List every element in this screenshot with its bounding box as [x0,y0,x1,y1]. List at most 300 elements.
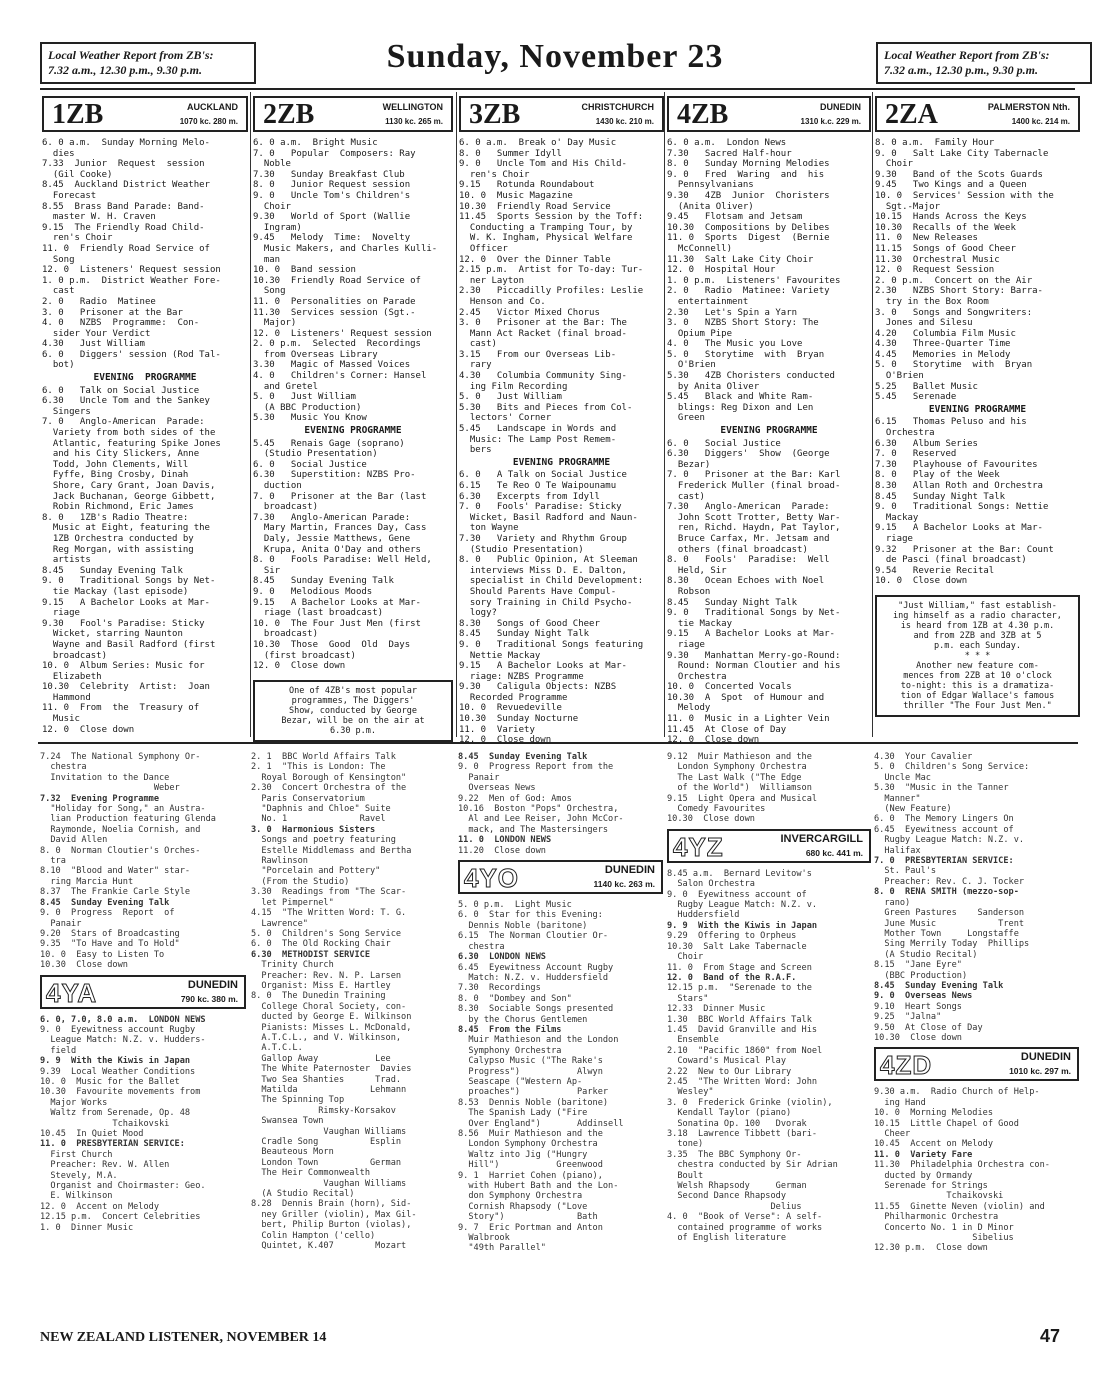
listing-line: 8.45 Sunday Night Talk [875,491,1006,502]
listing-line: 12. 0 Close down [42,724,135,735]
listing-line: 6. 0 A Talk on Social Justice [459,470,627,481]
listing-line: 11.30 Philadelphia Orchestra con- [874,1160,1050,1171]
listing-line: de Pasci (final broadcast) [875,555,1027,566]
listing-line: man [253,254,281,265]
listing-line: 9.30 4ZB Junior Choristers [667,190,830,201]
listing-line: 11. 0 Friendly Road Service of [42,243,210,254]
listing-line: ing Film Recording [459,381,568,392]
listing-line: Sibelius [874,1233,1014,1244]
listing-line: 9. 0 Overseas News [874,991,973,1002]
listing-line: riage [42,608,80,619]
feature-note-box [875,595,1080,717]
listing-line: The Last Walk ("The Edge [667,772,802,783]
listing-line: 4.15 "The Written Word: T. G. [251,908,407,919]
lower-column-3 [458,752,663,1254]
listing-line: First Church [40,1149,113,1160]
listing-line: broadcast) [253,629,319,640]
listing-line: Jones and Silesu [875,318,973,329]
listing-line: 10.30 Compositions by Delibes [667,222,830,233]
listing-line: ren, Richd. Haydn, Pat Taylor, [667,523,841,534]
listing-line: 8.45 a.m. Bernard Levitow's [667,868,812,879]
listing-line: 6. 0 The Memory Lingers On [874,814,1014,825]
listing-line: (Studio Presentation) [459,544,584,555]
listing-line: 8. 0 The Dunedin Training [251,991,386,1002]
listing-line: Tchaikovski [40,1118,170,1129]
station-callsign: 2ZA [885,99,938,130]
listing-line: 10.30 Favourite movements from [40,1087,201,1098]
listing-line: 9. 0 Eyewitness account of [667,889,807,900]
listing-line: from Overseas Library [253,349,378,360]
listing-line: mences from 2ZB at 10 o'clock [903,670,1052,681]
listing-line: Symphony Orchestra [458,1045,562,1056]
listing-line: ner Layton [459,275,525,286]
listing-line: 3. 0 NZBS Short Story: The [667,318,819,329]
title-rule [40,88,1075,90]
listing-line: 8. 0 Fools' Paradise: Well [667,555,830,566]
listing-line: tra [40,856,66,867]
weather-note-line2: 7.32 a.m., 12.30 p.m., 9.30 p.m. [884,63,1039,77]
listing-line: 6. 0 Star for this Evening: [458,910,603,921]
station-header [667,829,871,863]
listing-line: field [40,1045,77,1056]
listing-line: 7.30 Anglo-American Parade: [667,502,830,513]
listing-line: Hill") Greenwood [458,1160,603,1171]
listing-line: Mary Martin, Frances Day, Cass [253,523,427,534]
listing-line: 9. 0 Uncle Tom and His Child- [459,159,627,170]
listing-line: 9. 0 Progress Report from the [458,762,614,773]
listing-line: David Allen [40,835,108,846]
listing-line: The Spanish Lady ("Fire [458,1108,588,1119]
lower-column-1 [40,752,246,1233]
listing-line: 8. 0 Fools Paradise: Well Held, [253,555,432,566]
listing-line: Seascape ("Western Ap- [458,1076,583,1087]
listing-line: Robin Richmond, Eric James [42,502,194,513]
listing-line: 10.30 Those Good Old Days [253,639,411,650]
station-city: AUCKLAND [187,102,238,112]
listing-line: Song [42,254,75,265]
section-heading: EVENING PROGRAMME [93,373,197,384]
listing-line: Hammond [42,692,91,703]
listing-line: 10. 0 Revuedeville [459,703,562,714]
listing-line: (A Studio Recital) [251,1189,355,1200]
listing-line: 9. 1 Harriet Cohen (piano), [458,1170,603,1181]
listing-line: Sir [253,565,281,576]
listing-line: 9. 0 Salt Lake City Tabernacle [875,148,1049,159]
listing-line: Quintet, K.407 Mozart [251,1241,407,1252]
listing-line: Cheer [874,1129,911,1139]
listing-line: (BBC Production) [874,970,968,981]
listing-line: Daly, Jessie Matthews, Gene [253,533,411,544]
listing-line: 2.45 Victor Mixed Chorus [459,307,600,318]
listing-line: Cradle Song Esplin [251,1137,402,1148]
station-header [667,96,871,132]
listing-line: Royal Borough of Kensington" [251,772,407,783]
listing-line: with Hubert Bath and the Lon- [458,1181,619,1192]
listing-line: ring Marcia Hunt [40,876,134,887]
weather-note-line2: 7.32 a.m., 12.30 p.m., 9.30 p.m. [48,63,203,77]
station-column-2zb [253,96,453,742]
listing-line: Swansea Town [251,1116,324,1127]
listing-line: 7. 0 Popular Composers: Ray [253,148,416,159]
listing-line: 11.45 Sports Session by the Toff: [459,212,644,223]
listing-line: 11. 0 New Releases [875,233,978,244]
listing-line: 4.20 Columbia Film Music [875,328,1016,339]
listing-line: 7.30 Recordings [458,983,541,994]
listing-line: 8.45 From the Films [458,1024,562,1035]
listing-line: 9.35 "To Have and To Hold" [40,939,180,950]
listing-line: Manner" [874,793,921,804]
listing-line: 2. 0 p.m. Concert on the Air [875,275,1033,286]
station-frequency: 790 kc. 380 m. [180,993,238,1004]
listing-line: 11. 0 From Stage and Screen [667,962,812,973]
listing-line: 12. 0 Listeners' Request session [42,265,221,276]
listing-line: "Holiday for Song," an Austra- [40,804,206,815]
station-header [253,96,453,132]
listing-line: 5.45 Landscape in Words and [459,424,617,435]
listing-line: Music [42,714,80,725]
listing-line: 10. 0 Services' Session with the [875,190,1054,201]
listing-line: by Anita Oliver [667,381,760,392]
listing-line: 1. 0 p.m. Listeners' Favourites [667,275,841,286]
station-city: DUNEDIN [1020,1051,1071,1064]
listing-line: 12.33 Dinner Music [667,1004,766,1015]
listing-line: 7. 0 PRESBYTERIAN SERVICE: [874,856,1014,867]
listing-line: College Choral Society, con- [251,1001,407,1012]
listing-line: 9.30 World of Sport (Wallie [253,212,411,223]
listing-line: Waltz from Serenade, Op. 48 [40,1108,191,1119]
listing-line: 1ZB Orchestra conducted by [42,533,194,544]
listing-line: Officer [459,243,508,254]
listing-line: 9.15 A Bachelor Looks at Mar- [875,523,1043,534]
listing-line: ren's Choir [42,233,113,244]
listing-line: Raymonde, Noelia Cornish, and [40,824,201,835]
station-city: DUNEDIN [604,864,655,877]
listing-line: 8. 0 Norman Cloutier's Orches- [40,845,201,856]
listing-line: 8. 0 "Dombey and Son" [458,993,572,1004]
listing-line: 3. 0 Prisoner at the Bar [42,307,183,318]
listing-line: 11. 0 LONDON NEWS [458,835,552,846]
listing-line: 9.25 "Jalna" [874,1012,942,1023]
listing-line: Sing Merrily Today Phillips [874,939,1030,950]
listing-line: The Heir Commonwealth [251,1168,370,1179]
listing-line: 9.30 a.m. Radio Church of Help- [874,1087,1040,1098]
listing-line: 6. 0 Social Justice [667,438,781,449]
listing-line: 8.56 Muir Mathieson and the [458,1129,603,1139]
listing-line: 10.30 Sunday Nocturne [459,714,579,725]
station-callsign: 1ZB [52,99,104,130]
listing-line: Ingram) [253,222,302,233]
listing-line: 4. 0 Children's Corner: Hansel [253,371,427,382]
listing-line: 9.15 The Friendly Road Child- [42,222,205,233]
listing-line: E. Wilkinson [40,1191,113,1202]
listing-line: 12. 0 Hospital Hour [667,265,776,276]
listing-line: 11. 0 Variety [459,724,535,735]
listing-line: League Match: N.Z. v. Hudders- [40,1035,206,1046]
station-frequency: 1400 kc. 214 m. [1011,117,1070,126]
listing-line: 10.30 Close down [667,814,755,825]
listing-line: 12. 0 Listeners' Request session [253,328,432,339]
listing-line: 3. 0 Songs and Songwriters: [875,307,1033,318]
listing-line: contained programme of works [667,1222,823,1233]
listing-line: 4. 0 The Music you Love [667,339,803,350]
listing-line: 8. 0 Summer Idyll [459,148,562,159]
listing-line: 8.45 Sunday Evening Talk [253,576,394,587]
listing-line: 8. 0 RENA SMITH (mezzo-sop- [874,887,1019,898]
listing-line: (Anita Oliver) [667,201,754,212]
listing-line: June Music Trent [874,918,1025,929]
listing-line: programmes, The Diggers' [291,695,415,706]
listing-line: 2.30 Let's Spin a Yarn [667,307,798,318]
listing-line: 8. 0 Play of the Week [875,470,1000,481]
station-frequency: 1310 k.c. 229 m. [800,117,861,126]
listing-line: 9.20 Stars of Broadcasting [40,928,180,939]
listing-line: Lawrence" [251,918,308,929]
listing-line: A.T.C.L. [251,1043,303,1054]
listing-line: 12.15 p.m. Concert Celebrities [40,1212,201,1223]
weather-note-right [876,42,1092,84]
listing-line: Another new feature com- [916,660,1039,671]
listing-line: 6.15 Thomas Peluso and his [875,417,1027,428]
listing-line: Song [253,286,286,297]
listing-line: Gallop Away Lee [251,1053,391,1064]
listing-line: Over England") Addinsell [458,1118,624,1129]
station-frequency: 1010 kc. 297 m. [1009,1066,1071,1077]
listing-line: 3.30 Magic of Massed Voices [253,360,411,371]
listing-line: 7.24 The National Symphony Or- [40,752,201,762]
listing-line: 8. 0 a.m. Family Hour [875,138,995,148]
listing-line: 8.37 The Frankie Carle Style [40,887,191,898]
listing-line: 3. 0 Frederick Grinke (violin), [667,1097,833,1108]
listing-line: 3. 0 Harmonious Sisters [251,824,376,835]
listing-line: 7. 0 Fools' Paradise: Sticky [459,502,622,513]
station-column-4zb [667,96,871,746]
listing-line: 9.30 Manhattan Merry-go-Round: [667,650,841,661]
listing-line: Held, Sir [667,565,727,576]
listing-line: 11.30 Salt Lake City Choir [667,254,814,265]
listing-line: 5. 0 Storytime with Bryan [875,360,1033,371]
listing-line: Organist and Choirmaster: Geo. [40,1181,206,1192]
listing-line: 6. 0 Talk on Social Justice [42,385,200,396]
listing-line: 10.15 Hands Across the Keys [875,212,1027,223]
listing-line: 10. 0 Morning Melodies [874,1108,993,1119]
listing-line: riage (last broadcast) [253,608,384,619]
station-frequency: 680 kc. 441 m. [805,847,863,858]
listing-line: tone) [667,1139,704,1150]
listing-line: riage [875,533,913,544]
listing-line: 6.30 Uncle Tom and the Sankey [42,396,210,407]
listing-line: John Scott Trotter, Betty War- [667,512,841,523]
listing-line: 11.55 Ginette Neven (violin) and [874,1201,1045,1212]
station-city: INVERCARGILL [780,832,863,845]
listing-line: entertainment [667,296,749,307]
listing-line: A.T.C.L., and V. Wilkinson, [251,1032,402,1043]
listing-line: 7.30 Playhouse of Favourites [875,459,1038,470]
listing-line: 7.30 Sunday Breakfast Club [253,169,405,180]
listing-line: Should Parents Have Compul- [459,586,617,597]
listing-line: Krupa, Anita O'Day and others [253,544,421,555]
listing-line: 5.30 4ZB Choristers conducted [667,371,835,382]
listing-line: ing Hand [874,1097,926,1108]
listing-line: cast) [667,491,705,502]
listing-line: 10.30 A Spot of Humour and [667,692,825,703]
listing-line: 10.30 Close down [40,960,128,971]
listing-line: ney Griller (violin), Max Gil- [251,1209,417,1220]
lower-column-4 [667,752,871,1243]
listing-line: chestra [40,762,87,773]
listing-line: Mother Town Longstaffe [874,928,1019,939]
listing-line: 2. 0 Radio Matinee [42,296,156,307]
station-callsign: 4YO [464,863,520,894]
listing-line: 11.20 Close down [458,845,546,856]
listing-line: proaches") Parker [458,1087,609,1098]
station-column-2za [875,96,1080,717]
listing-line: 10. 0 Music Magazine [459,190,573,201]
listing-line: chestra conducted by Sir Adrian [667,1160,838,1171]
listing-line: riage: NZBS Programme [459,671,584,682]
station-city: WELLINGTON [382,102,443,112]
listing-line: 12. 0 Request Session [875,265,995,276]
listing-line: 8.55 Brass Band Parade: Band- [42,201,205,212]
listing-line: 10. 0 Band session [253,265,356,276]
listing-line: 4.30 Columbia Community Sing- [459,371,627,382]
listing-line: Progress") Alwyn [458,1066,603,1077]
listing-line: 2. 1 "This is London: The [251,762,386,773]
listing-line: Kendall Taylor (piano) [667,1108,792,1119]
listing-line: 9. 0 Eyewitness account Rugby [40,1024,196,1035]
station-callsign: 4ZD [880,1050,933,1081]
station-city: DUNEDIN [187,978,238,991]
listing-line: bot) [42,360,75,371]
station-header [458,860,663,894]
listing-line: Wicket, starring Naunton [42,629,183,640]
listing-line: riage [667,639,705,650]
listing-line: Weber [40,783,180,794]
listing-line: 5. 0 Storytime with Bryan [667,349,825,360]
listing-line: 6.30 Excerpts from Idyll [459,491,600,502]
listing-line: (New Feature) [874,804,952,815]
listing-line: Major Works [40,1097,108,1108]
listing-line: (A Studio Recital) [874,949,978,960]
listing-line: "49th Parallel" [458,1243,546,1254]
listing-line: 7.30 Anglo-American Parade: [253,512,411,523]
listing-line: 10. 0 Easy to Listen To [40,949,165,960]
station-header [875,96,1080,132]
listing-line: 5. 0 Just William [459,392,562,403]
listing-line: 4. 0 "Book of Verse": A self- [667,1212,823,1223]
listing-line: 5.30 Bits and Pieces from Col- [459,402,633,413]
listing-line: 9.39 Local Weather Conditions [40,1066,196,1077]
listing-line: 6. 0 Diggers' session (Rod Tal- [42,349,221,360]
listing-line: 1. 0 Dinner Music [40,1222,134,1233]
listing-line: 6.30 Diggers' Show (George [667,449,830,460]
listing-line: Major) [253,318,297,329]
listing-line: 10. 0 Close down [875,576,968,587]
listing-line: Opium Pipe [667,328,733,339]
listing-line: (Gil Cooke) [42,169,113,180]
listing-line: bers [459,445,492,456]
listing-line: 11. 0 Sports Digest (Bernie [667,233,830,244]
listing-line: blings: Reg Dixon and Len [667,402,814,413]
listing-line: 2.10 "Pacific 1860" from Noel [667,1045,823,1056]
listing-line: 2.45 "The Written Word: John [667,1076,818,1087]
weather-note-line1: Local Weather Report from ZB's: [884,48,1050,62]
listing-line: rary [459,360,492,371]
listing-line: Frederick Muller (final broad- [667,481,841,491]
listing-line: 2.22 New to Our Library [667,1066,792,1077]
listing-line: 7.33 Junior Request session [42,159,205,170]
listing-line: 12. 0 Accent on Melody [40,1201,159,1212]
listing-line: Preacher: Rev. N. P. Larsen [251,970,402,981]
listing-line: Trinity Church [251,960,334,971]
listing-line: Invitation to the Dance [40,772,170,783]
listing-line: 6. 0, 7.0, 8.0 a.m. LONDON NEWS [40,1014,206,1025]
station-callsign: 4YZ [673,831,724,862]
listing-line: McConnell) [667,243,733,254]
listing-line: The Spinning Top [251,1095,345,1106]
listing-line: 8. 0 Public Opinion, At Sleeman [459,555,638,566]
listing-line: Variety from both sides of the [42,428,216,439]
listing-line: Shore, Cary Grant, Joan Davis, [42,481,216,491]
section-divider [38,742,1078,744]
listing-line: Walbrook [458,1233,510,1244]
listing-line: master W. H. Craven [42,212,156,223]
listing-line: 5.45 Black and White Ram- [667,392,814,403]
listing-line: 8.28 Dennis Brain (horn), Sid- [251,1199,412,1210]
section-heading: EVENING PROGRAMME [512,457,611,468]
listing-line: cast [42,286,75,297]
listing-line: specialist in Child Development: [459,576,644,587]
listing-line: 9. 0 Melodious Moods [253,586,373,597]
feature-note-box [253,680,453,742]
listing-line: Bezar, will be on the air at [281,715,425,726]
listing-line: Show, conducted by George [289,705,417,716]
listing-line: 8.10 "Blood and Water" star- [40,866,191,877]
listing-line: Uncle Mac [874,772,931,783]
listing-line: 11. 0 Variety Fare [874,1149,973,1160]
listing-line: and from 2ZB and 3ZB at 5 [913,630,1042,641]
listing-line: "Daphnis and Chloe" Suite [251,804,391,815]
listing-line: Pennsylvanians [667,180,754,191]
publication-footer: NEW ZEALAND LISTENER, NOVEMBER 14 [40,1330,327,1345]
listing-line: 11.45 At Close of Day [667,724,787,735]
listing-line: Mann Act Racket (final broad- [459,328,627,339]
listing-line: 7. 0 Prisoner at the Bar (last [253,491,427,502]
listing-line: Stars" [667,993,709,1004]
listing-line: 6. 0 a.m. London News [667,138,787,148]
listing-line: 12. 0 Close down [667,735,760,746]
listing-line: 9.12 Muir Mathieson and the [667,752,812,762]
listing-line: 9.50 At Close of Day [874,1022,983,1033]
listing-line: 7.30 Sacred Half-hour [667,148,792,159]
listing-line: 9. 0 Traditional Songs: Nettie [875,502,1049,513]
listing-line: 9.32 Prisoner at the Bar: Count [875,544,1054,555]
listing-line: 8.45 Sunday Night Talk [667,597,798,608]
listing-line: 10. 0 Concerted Vocals [667,682,792,693]
listing-line: 5.45 Renais Gage (soprano) [253,438,405,449]
listing-line: 5.30 Music You Know [253,413,367,424]
listing-line: The White Paternoster Davies [251,1064,412,1075]
listing-line: 10.30 Friendly Road Service [459,201,611,212]
listing-line: others (final broadcast) [667,544,808,555]
listing-line: Henson and Co. [459,296,546,307]
listing-line: 2.15 p.m. Artist for To-day: Tur- [459,265,644,276]
listing-line: "Porcelain and Pottery" [251,866,381,877]
listing-line: 6.15 The Norman Cloutier Or- [458,931,609,942]
listing-line: One of 4ZB's most popular [289,685,417,696]
listing-line: 11.30 Services session (Sgt.- [253,307,416,318]
listing-line: 8. 0 1ZB's Radio Theatre: [42,512,189,523]
listing-line: St. Paul's [874,866,937,877]
